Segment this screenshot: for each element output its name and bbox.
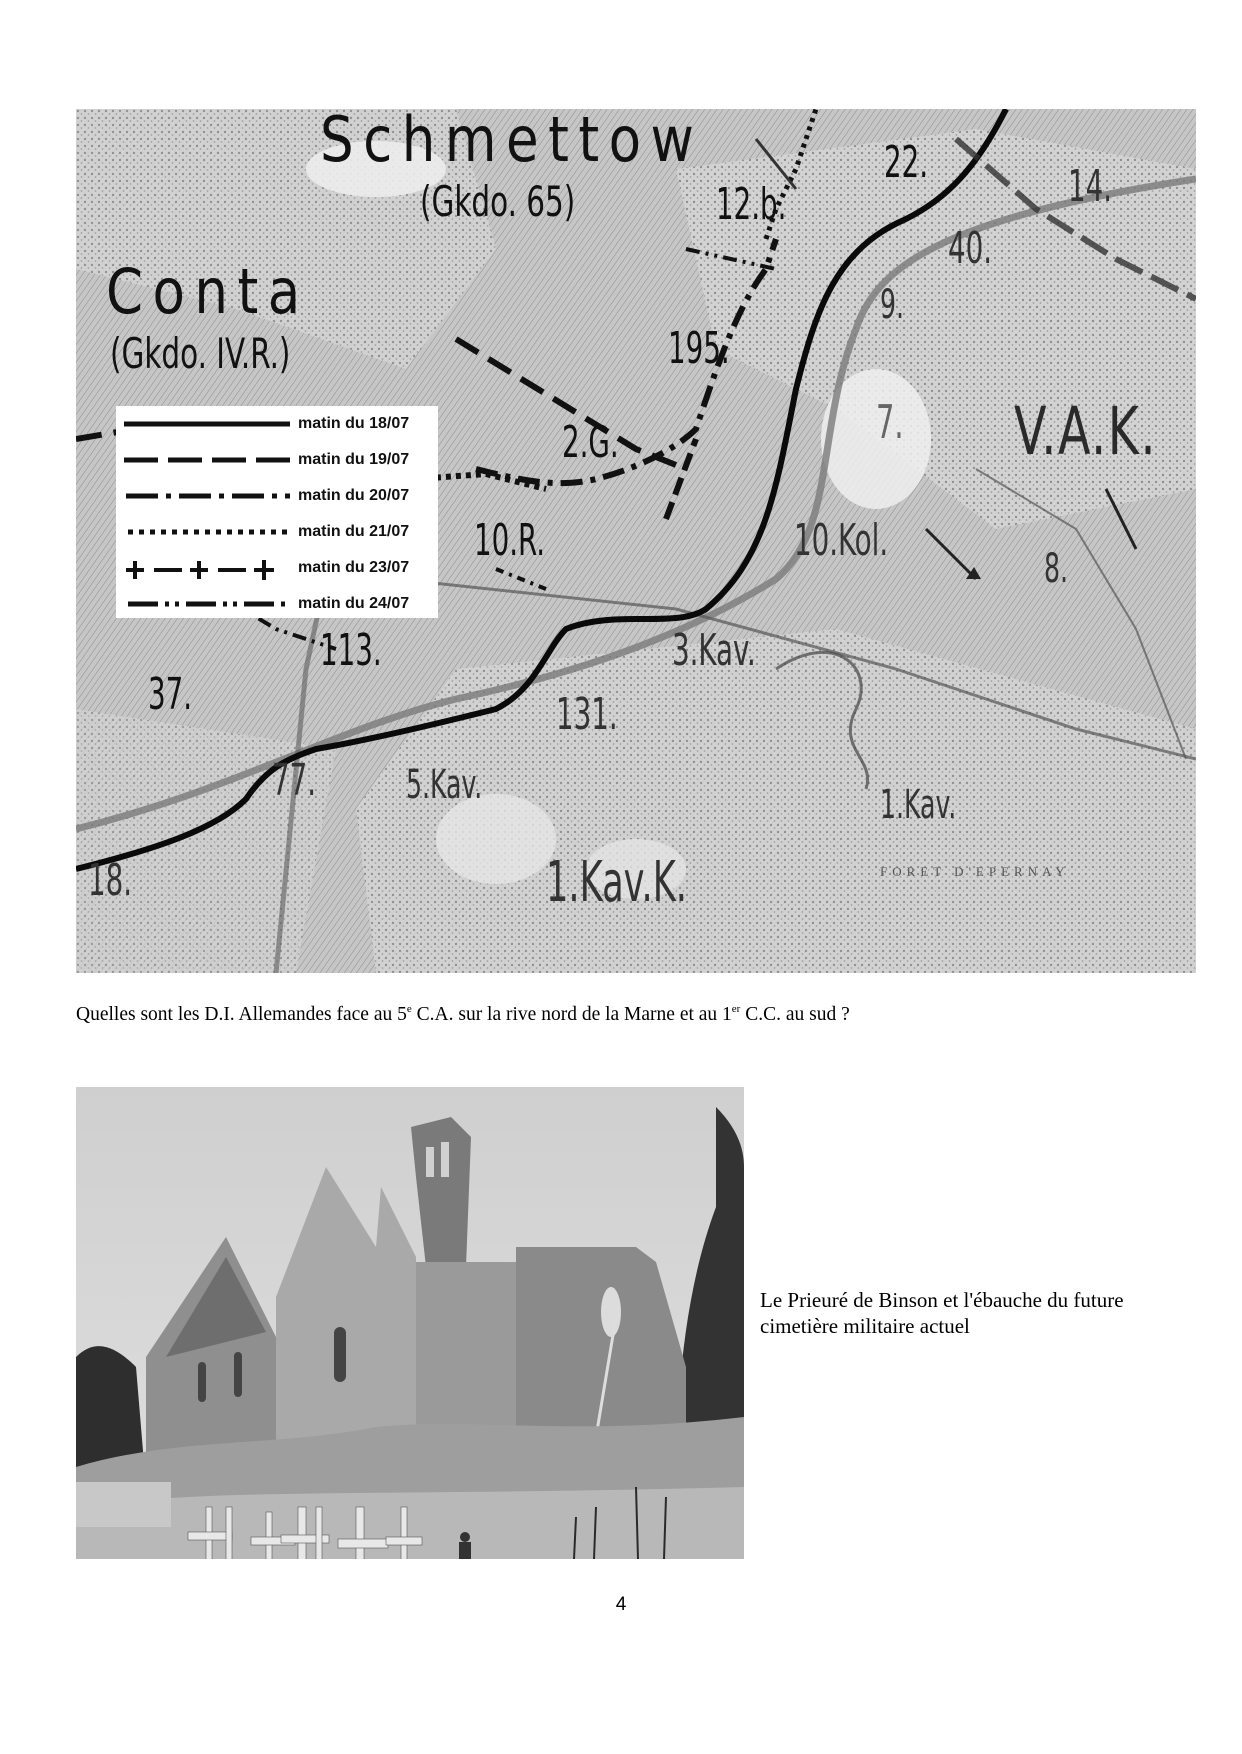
legend-line-plus-dash	[122, 558, 292, 582]
question-part-3: C.C. au sud ?	[740, 1004, 850, 1025]
label-vak: V.A.K.	[1014, 393, 1158, 470]
legend-line-dotted	[122, 522, 292, 542]
legend-item-24-07	[116, 590, 438, 620]
label-division-12b: 12.b.	[716, 179, 787, 230]
legend-item-18-07	[116, 410, 438, 440]
label-division-22: 22.	[884, 137, 929, 188]
question-sup-2: er	[731, 1003, 741, 1015]
legend-item-21-07	[116, 518, 438, 548]
legend-item-23-07	[116, 554, 438, 584]
legend-item-20-07	[116, 482, 438, 512]
label-division-1kavk: 1.Kav.K.	[546, 850, 688, 915]
label-division-9: 9.	[880, 282, 905, 328]
label-schmettow-gkdo: (Gkdo. 65)	[420, 177, 576, 226]
label-division-18: 18.	[88, 855, 133, 906]
label-division-195: 195.	[668, 323, 730, 374]
legend-line-dash-dot	[122, 486, 292, 506]
label-division-14: 14.	[1068, 161, 1113, 212]
label-division-1kav: 1.Kav.	[880, 782, 957, 828]
legend-label: matin du 23/07	[298, 559, 410, 576]
label-division-131: 131.	[556, 689, 618, 740]
label-division-10kol: 10.Kol.	[794, 515, 889, 566]
label-division-40: 40.	[948, 223, 993, 274]
page-number: 4	[615, 1594, 627, 1615]
label-division-37: 37.	[148, 669, 193, 720]
label-division-113: 113.	[320, 625, 382, 676]
label-division-7: 7.	[876, 395, 904, 449]
label-foret-epernay: FORET D'EPERNAY	[880, 864, 1070, 879]
label-division-8: 8.	[1044, 546, 1069, 592]
question-text	[76, 1003, 850, 1026]
legend-label: matin du 19/07	[298, 451, 410, 468]
label-division-5kav: 5.Kav.	[406, 762, 483, 808]
legend-label: matin du 18/07	[298, 415, 410, 432]
military-map	[76, 109, 1196, 973]
legend-item-19-07	[116, 446, 438, 476]
label-division-77: 77.	[272, 755, 317, 806]
photo-prieure-binson	[76, 1087, 744, 1559]
label-division-10r: 10.R.	[474, 515, 546, 566]
label-conta-gkdo: (Gkdo. IV.R.)	[110, 329, 291, 378]
label-division-3kav: 3.Kav.	[672, 625, 756, 676]
map-legend	[116, 406, 438, 618]
photo-caption: Le Prieuré de Binson et l'ébauche du future cimetière militaire actuel	[760, 1288, 1124, 1338]
label-division-2g: 2.G.	[562, 417, 619, 468]
label-schmettow: Schmettow	[320, 109, 704, 176]
question-sup-1: e	[406, 1003, 412, 1015]
question-part-2: C.A. sur la rive nord de la Marne et au 1	[411, 1004, 732, 1025]
legend-label: matin du 21/07	[298, 523, 410, 540]
legend-line-dashed	[122, 450, 292, 470]
legend-label: matin du 24/07	[298, 595, 410, 612]
photo-illustration	[76, 1087, 744, 1559]
label-conta: Conta	[106, 255, 310, 328]
legend-label: matin du 20/07	[298, 487, 410, 504]
question-part-1: Quelles sont les D.I. Allemandes face au 5	[76, 1004, 407, 1025]
legend-line-solid	[122, 414, 292, 434]
legend-line-dash-dot-dot	[122, 594, 292, 614]
